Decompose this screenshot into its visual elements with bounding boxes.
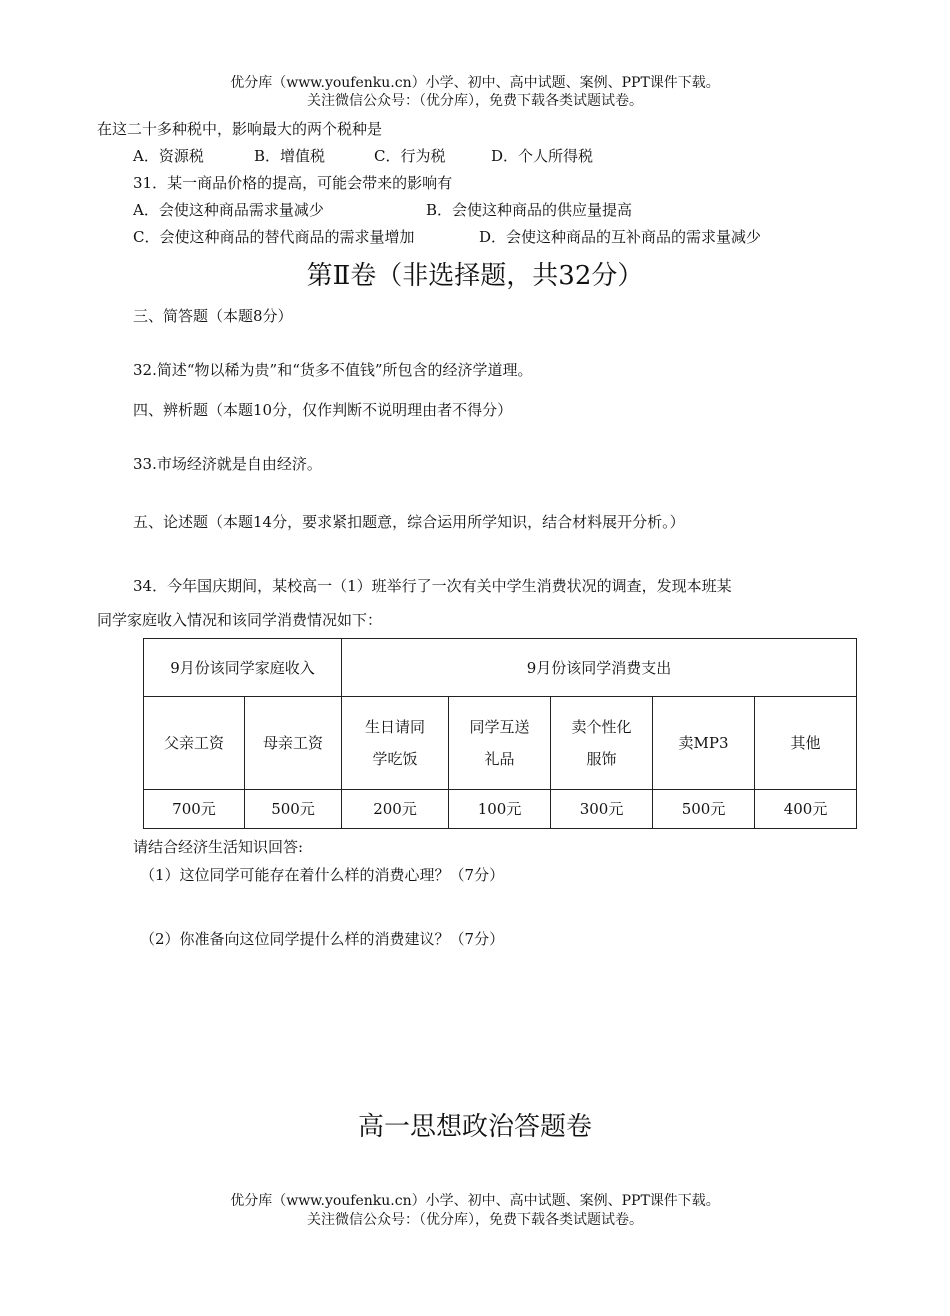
expense-header: 9月份该同学消费支出 [342, 639, 857, 697]
q32-text: 32.简述“物以稀为贵”和“货多不值钱”所包含的经济学道理。 [133, 361, 533, 379]
q31-option-d: D．会使这种商品的互补商品的需求量减少 [479, 228, 762, 246]
q33-text: 33.市场经济就是自由经济。 [133, 455, 322, 473]
col-header-gifts: 同学互送 礼品 [449, 697, 551, 790]
table-cell-mother-salary: 500元 [245, 790, 342, 829]
q31-option-b: B．会使这种商品的供应量提高 [426, 201, 633, 219]
q30-option-b: B．增值税 [254, 147, 326, 165]
q31-option-a: A．会使这种商品需求量减少 [133, 201, 324, 219]
table-cell-clothing: 300元 [551, 790, 653, 829]
q34-line-1: 34．今年国庆期间，某校高一（1）班举行了一次有关中学生消费状况的调查，发现本班某 [133, 577, 732, 595]
q30-option-c: C．行为税 [374, 147, 446, 165]
q30-options [133, 147, 593, 165]
col-header-other: 其他 [755, 697, 857, 790]
table-cell-birthday-treat: 200元 [342, 790, 449, 829]
table-cell-mp3: 500元 [653, 790, 755, 829]
q30-option-a: A．资源税 [133, 147, 204, 165]
col-header-mp3: 卖MP3 [653, 697, 755, 790]
col-header-clothing: 卖个性化 服饰 [551, 697, 653, 790]
col-header-father-salary: 父亲工资 [144, 697, 245, 790]
table-cell-father-salary: 700元 [144, 790, 245, 829]
section5-title: 五、论述题（本题14分，要求紧扣题意，综合运用所学知识，结合材料展开分析。） [133, 513, 685, 531]
answer-prompt: 请结合经济生活知识回答: [133, 838, 304, 856]
table-subheader-row [144, 697, 857, 790]
q31-stem: 31．某一商品价格的提高，可能会带来的影响有 [133, 174, 453, 192]
sub-question-2: （2）你准备向这位同学提什么样的消费建议？（7分） [140, 930, 505, 948]
section4-title: 四、辨析题（本题10分，仅作判断不说明理由者不得分） [133, 401, 513, 419]
q31-options-row2 [133, 228, 761, 246]
income-header: 9月份该同学家庭收入 [144, 639, 342, 697]
table-cell-other: 400元 [755, 790, 857, 829]
col-header-mother-salary: 母亲工资 [245, 697, 342, 790]
col-header-birthday-treat: 生日请同 学吃饭 [342, 697, 449, 790]
table-cell-gifts: 100元 [449, 790, 551, 829]
q31-option-c: C．会使这种商品的替代商品的需求量增加 [133, 228, 415, 246]
answer-sheet-title: 高一思想政治答题卷 [357, 1112, 592, 1142]
part2-title: 第Ⅱ卷（非选择题，共32分） [306, 261, 644, 291]
q31-options-row1 [133, 201, 632, 219]
q34-line-2: 同学家庭收入情况和该同学消费情况如下： [97, 611, 383, 629]
sub-question-1: （1）这位同学可能存在着什么样的消费心理？（7分） [140, 866, 505, 884]
section3-title: 三、简答题（本题8分） [133, 307, 293, 325]
header-line-2: 关注微信公众号：（优分库），免费下载各类试题试卷。 [307, 93, 643, 109]
footer-line-1: 优分库（www.youfenku.cn）小学、初中、高中试题、案例、PPT课件下载。 [230, 1193, 720, 1209]
footer-line-2: 关注微信公众号：（优分库），免费下载各类试题试卷。 [307, 1212, 643, 1228]
header-line-1: 优分库（www.youfenku.cn）小学、初中、高中试题、案例、PPT课件下载。 [230, 75, 720, 91]
q30-option-d: D．个人所得税 [491, 147, 594, 165]
survey-table [143, 638, 857, 829]
table-header-row [144, 639, 857, 697]
q30-stem: 在这二十多种税中，影响最大的两个税种是 [97, 120, 383, 138]
table-row [144, 790, 857, 829]
